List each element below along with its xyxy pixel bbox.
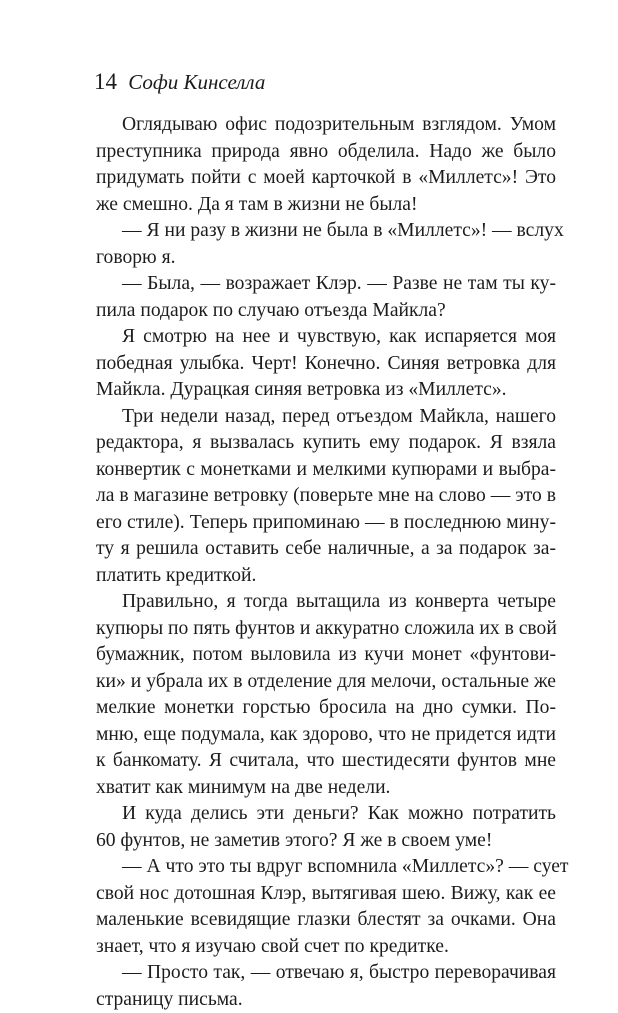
text-line: пила подарок по случаю отъезда Майкла? [96,298,556,325]
text-line: придумать пойти с моей карточкой в «Миллетс»! Это [96,165,556,192]
paragraph [96,112,556,218]
text-line: бумажник, потом выловила из кучи монет «фунтови- [96,642,556,669]
text-line: маленькие всевидящие глазки блестят за очками. Она [96,907,556,934]
text-line: страницу письма. [96,987,556,1013]
text-line: — Просто так, — отвечаю я, быстро переворачивая [96,960,556,987]
text-line: мню, еще подумала, как здорово, что не придется идти [96,722,556,749]
text-line: Оглядываю офис подозрительным взглядом. Умом [96,112,556,139]
running-header [94,70,265,94]
text-line: ла в магазине ветровку (поверьте мне на слово — это в [96,483,556,510]
paragraph [96,589,556,801]
paragraph [96,854,556,960]
text-line: его стиле). Теперь припоминаю — в последнюю мину- [96,510,556,537]
paragraph [96,218,556,271]
text-line: хватит как минимум на две недели. [96,775,556,802]
paragraph [96,801,556,854]
text-line: 60 фунтов, не заметив этого? Я же в своем уме! [96,828,556,855]
page-number: 14 [94,69,117,94]
text-line: конвертик с монетками и мелкими купюрами и выбра- [96,457,556,484]
paragraph [96,404,556,590]
body-text [96,112,556,1013]
text-line: ки» и убрала их в отделение для мелочи, остальные же [96,669,556,696]
text-line: И куда делись эти деньги? Как можно потратить [96,801,556,828]
text-line: редактора, я вызвалась купить ему подарок. Я взяла [96,430,556,457]
text-line: Майкла. Дурацкая синяя ветровка из «Миллетс». [96,377,556,404]
text-line: Три недели назад, перед отъездом Майкла, нашего [96,404,556,431]
text-line: ту я решила оставить себе наличные, а за подарок за- [96,536,556,563]
text-line: победная улыбка. Черт! Конечно. Синяя ветровка для [96,351,556,378]
text-line: — Я ни разу в жизни не была в «Миллетс»! — вслух [96,218,556,245]
paragraph [96,960,556,1013]
text-line: свой нос дотошная Клэр, вытягивая шею. Вижу, как ее [96,881,556,908]
text-line: преступника природа явно обделила. Надо же было [96,139,556,166]
text-line: Правильно, я тогда вытащила из конверта четыре [96,589,556,616]
text-line: купюры по пять фунтов и аккуратно сложила их в свой [96,616,556,643]
paragraph [96,324,556,404]
text-line: мелкие монетки горстью бросила на дно сумки. По- [96,695,556,722]
paragraph [96,271,556,324]
text-line: говорю я. [96,245,556,272]
text-line: — Была, — возражает Клэр. — Разве не там ты ку- [96,271,556,298]
text-line: платить кредиткой. [96,563,556,590]
running-title: Софи Кинселла [128,70,265,94]
text-line: знает, что я изучаю свой счет по кредитке. [96,934,556,961]
text-line: — А что это ты вдруг вспомнила «Миллетс»? — сует [96,854,556,881]
text-line: же смешно. Да я там в жизни не была! [96,192,556,219]
text-line: к банкомату. Я считала, что шестидесяти фунтов мне [96,748,556,775]
text-line: Я смотрю на нее и чувствую, как испаряется моя [96,324,556,351]
